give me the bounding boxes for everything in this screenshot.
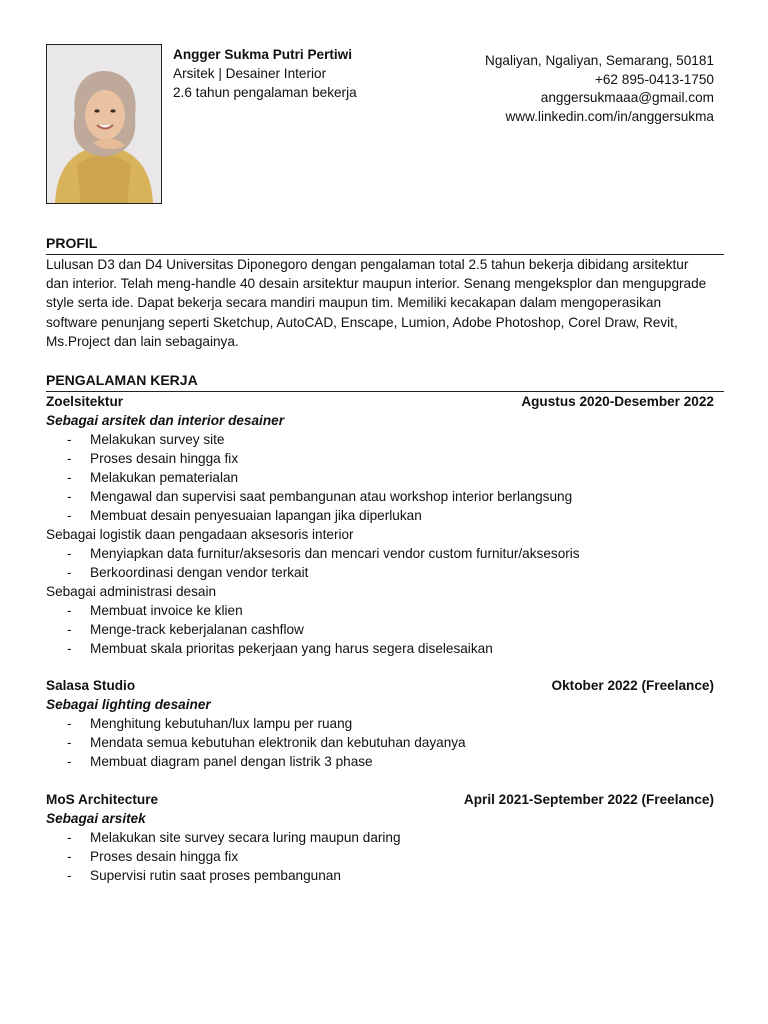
job-zoelsitektur [46, 392, 714, 658]
task-list [46, 430, 714, 525]
profile-section [46, 235, 724, 351]
list-item: - Menghitung kebutuhan/lux lampu per ruang [46, 714, 714, 733]
profile-photo [46, 44, 162, 204]
job-header [46, 392, 714, 411]
job-role: Sebagai arsitek dan interior desainer [46, 413, 284, 428]
phone: +62 895-0413-1750 [594, 71, 714, 87]
list-item: - Proses desain hingga fix [46, 847, 714, 866]
list-item: - Membuat diagram panel dengan listrik 3 phase [46, 752, 714, 771]
list-item: - Supervisi rutin saat proses pembangunan [46, 866, 714, 885]
experience-section [46, 372, 724, 392]
person-portrait-image [47, 45, 161, 203]
experience-summary: 2.6 tahun pengalaman bekerja [173, 85, 357, 100]
job-header [46, 790, 714, 809]
list-item: - Mendata semua kebutuhan elektronik dan kebutuhan dayanya [46, 733, 714, 752]
list-item: - Melakukan pematerialan [46, 468, 714, 487]
profile-line: dan interior. Telah meng-handle 40 desain arsitektur maupun interior. Senang mengeksplor dan mengupgrade [46, 276, 707, 292]
company-name: MoS Architecture [46, 792, 159, 807]
name-block [173, 45, 357, 102]
company-name: Zoelsitektur [46, 394, 124, 409]
profile-heading: PROFIL [46, 235, 724, 255]
job-role: Sebagai arsitek [46, 811, 146, 826]
task-list [46, 601, 714, 658]
list-item: - Melakukan site survey secara luring maupun daring [46, 828, 714, 847]
task-list [46, 828, 714, 885]
email-link[interactable]: anggersukmaaa@gmail.com [540, 90, 714, 106]
list-item: - Membuat skala prioritas pekerjaan yang harus segera diselesaikan [46, 639, 714, 658]
list-item: - Membuat desain penyesuaian lapangan jika diperlukan [46, 506, 714, 525]
job-period: Agustus 2020-Desember 2022 [521, 394, 714, 409]
profile-line: Lulusan D3 dan D4 Universitas Diponegoro dengan pengalaman total 2.5 tahun bekerja dibidang arsitektur [46, 257, 689, 272]
profile-line: Ms.Project dan lain sebagainya. [46, 333, 239, 349]
list-item: - Berkoordinasi dengan vendor terkait [46, 563, 714, 582]
list-item: - Membuat invoice ke klien [46, 601, 714, 620]
task-list [46, 714, 714, 771]
experience-heading: PENGALAMAN KERJA [46, 372, 724, 392]
sub-role: Sebagai administrasi desain [46, 584, 217, 599]
list-item: - Proses desain hingga fix [46, 449, 714, 468]
task-list [46, 544, 714, 582]
job-mos-architecture [46, 790, 714, 885]
linkedin-link[interactable]: www.linkedin.com/in/anggersukma [505, 108, 714, 124]
list-item: - Mengawal dan supervisi saat pembangunan atau workshop interior berlangsung [46, 487, 714, 506]
job-header [46, 676, 714, 695]
list-item: - Melakukan survey site [46, 430, 714, 449]
list-item: - Menge-track keberjalanan cashflow [46, 620, 714, 639]
job-title: Arsitek | Desainer Interior [173, 66, 327, 81]
job-salasa-studio [46, 676, 714, 771]
full-name: Angger Sukma Putri Pertiwi [173, 47, 353, 62]
company-name: Salasa Studio [46, 678, 136, 693]
job-period: April 2021-September 2022 (Freelance) [463, 792, 714, 807]
job-role: Sebagai lighting desainer [46, 697, 211, 712]
list-item: - Menyiapkan data furnitur/aksesoris dan mencari vendor custom furnitur/aksesoris [46, 544, 714, 563]
sub-role: Sebagai logistik daan pengadaan aksesoris interior [46, 527, 354, 542]
contact-block [485, 52, 714, 126]
profile-line: software penunjang seperti Sketchup, AutoCAD, Enscape, Lumion, Adobe Photoshop, Corel Draw, Revit, [46, 314, 678, 330]
profile-text [46, 255, 724, 351]
address: Ngaliyan, Ngaliyan, Semarang, 50181 [485, 53, 714, 68]
job-period: Oktober 2022 (Freelance) [551, 678, 714, 693]
profile-line: style serta ide. Dapat bekerja secara mandiri maupun tim. Memiliki kecakapan dalam mengoperasikan [46, 295, 662, 311]
